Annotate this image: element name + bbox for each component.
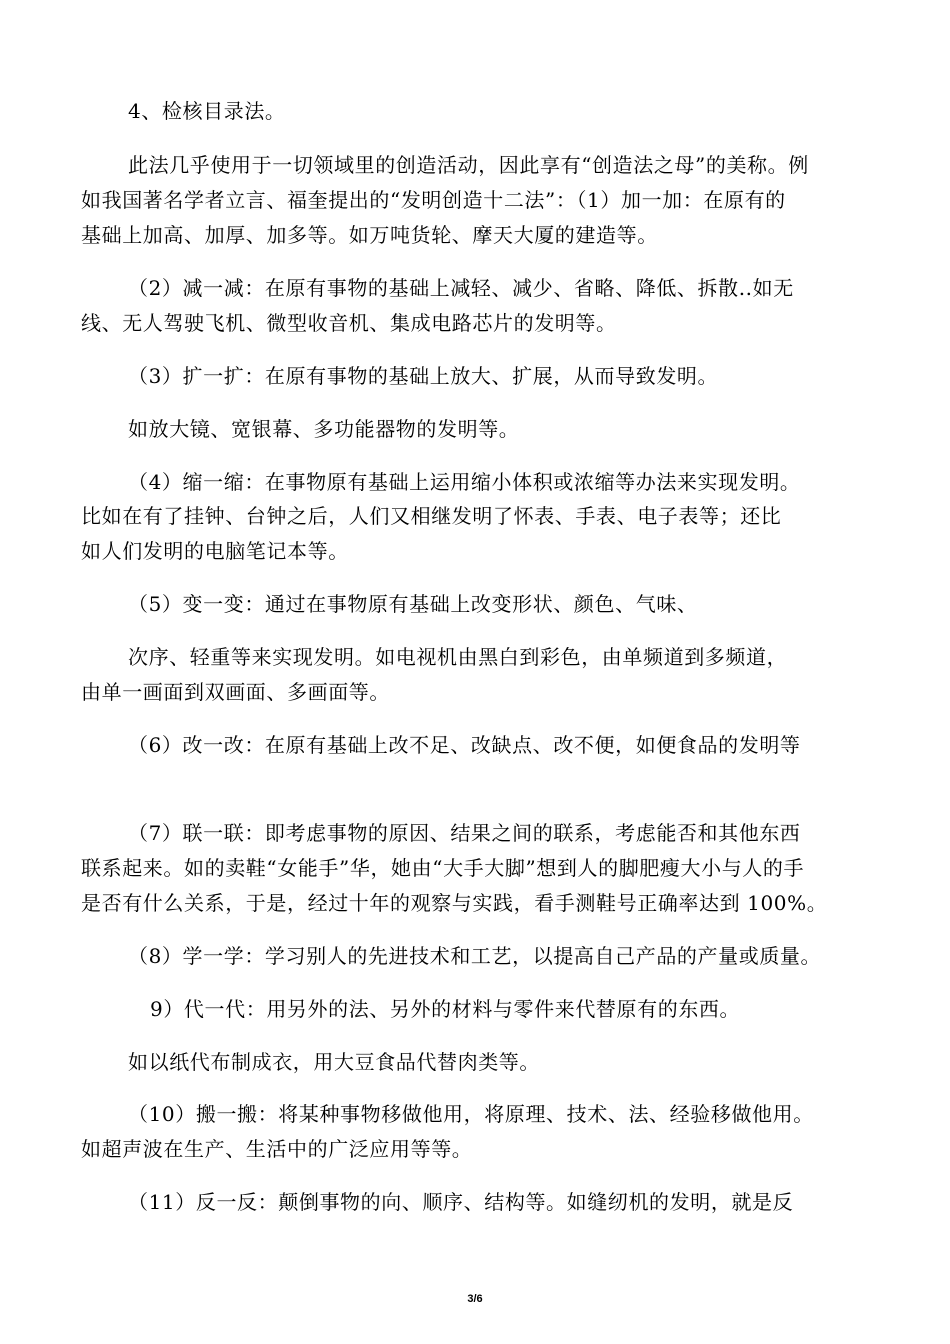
paragraph-line: （3）扩一扩：在原有事物的基础上放大、扩展，从而导致发明。 xyxy=(128,364,719,388)
paragraph-line: （7）联一联：即考虑事物的原因、结果之间的联系，考虑能否和其他东西 xyxy=(128,821,801,845)
paragraph-line: 如放大镜、宽银幕、多功能器物的发明等。 xyxy=(128,417,520,441)
paragraph-line: （6）改一改：在原有基础上改不足、改缺点、改不便，如便食品的发明等 xyxy=(128,733,801,757)
paragraph-line: 如超声波在生产、生活中的广泛应用等等。 xyxy=(81,1137,473,1161)
paragraph-line: 如我国著名学者立言、福奎提出的“发明创造十二法”：（1）加一加：在原有的 xyxy=(81,188,786,212)
paragraph-line: （10）搬一搬：将某种事物移做他用，将原理、技术、法、经验移做他用。 xyxy=(128,1102,814,1126)
paragraph-line: 9）代一代：用另外的法、另外的材料与零件来代替原有的东西。 xyxy=(150,997,741,1021)
section-heading: 4、检核目录法。 xyxy=(128,99,286,123)
paragraph-line: 联系起来。如的卖鞋“女能手”华，她由“大手大脚”想到人的脚肥瘦大小与人的手 xyxy=(81,856,805,880)
paragraph-line: 由单一画面到双画面、多画面等。 xyxy=(81,680,390,704)
paragraph-line: 基础上加高、加厚、加多等。如万吨货轮、摩天大厦的建造等。 xyxy=(81,223,658,247)
paragraph-line: 是否有什么关系，于是，经过十年的观察与实践，看手测鞋号正确率达到 100%。 xyxy=(81,891,828,915)
paragraph-line: 如人们发明的电脑笔记本等。 xyxy=(81,539,349,563)
paragraph-line: 线、无人驾驶飞机、微型收音机、集成电路芯片的发明等。 xyxy=(81,311,617,335)
paragraph-line: 比如在有了挂钟、台钟之后，人们又相继发明了怀表、手表、电子表等；还比 xyxy=(81,504,782,528)
paragraph-line: （4）缩一缩：在事物原有基础上运用缩小体积或浓缩等办法来实现发明。 xyxy=(128,470,801,494)
paragraph-line: （2）减一减：在原有事物的基础上减轻、减少、省略、降低、拆散..如无 xyxy=(128,276,794,300)
paragraph-line: 次序、轻重等来实现发明。如电视机由黑白到彩色，由单频道到多频道， xyxy=(128,645,788,669)
paragraph-line: （8）学一学：学习别人的先进技术和工艺，以提高自己产品的产量或质量。 xyxy=(128,944,822,968)
paragraph-line: 此法几乎使用于一切领域里的创造活动，因此享有“创造法之母”的美称。例 xyxy=(128,153,809,177)
paragraph-line: （5）变一变：通过在事物原有基础上改变形状、颜色、气味、 xyxy=(128,592,698,616)
page-number: 3/6 xyxy=(467,1293,483,1305)
paragraph-line: （11）反一反：颠倒事物的向、顺序、结构等。如缝纫机的发明，就是反 xyxy=(128,1190,794,1214)
paragraph-line: 如以纸代布制成衣，用大豆食品代替肉类等。 xyxy=(128,1050,540,1074)
